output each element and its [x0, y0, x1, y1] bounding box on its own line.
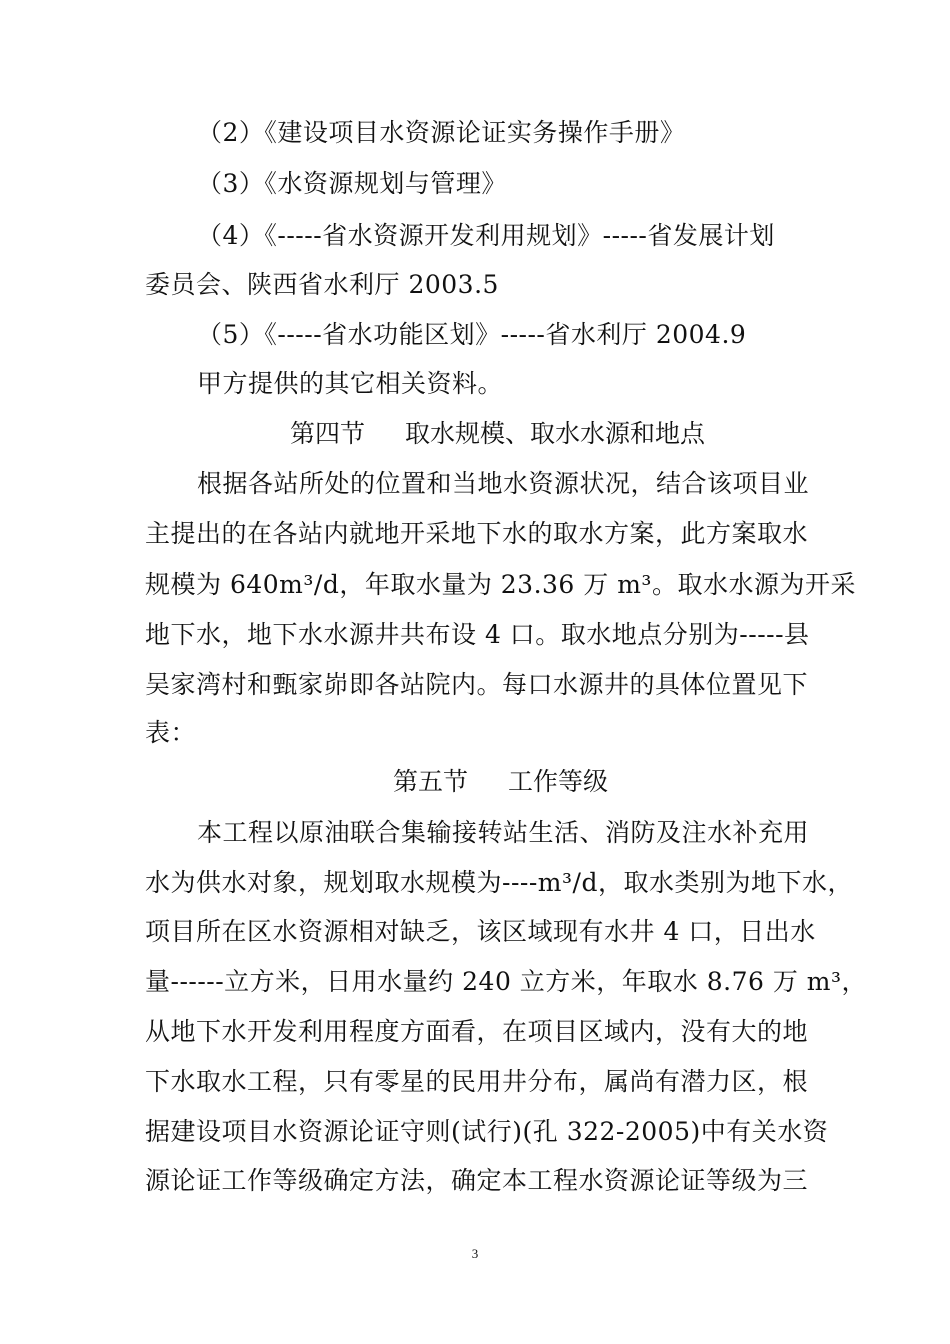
section-4-heading: [290, 417, 705, 451]
section-5-line: 量------立方米，日用水量约 240 立方米，年取水 8.76 万 m³，: [145, 967, 868, 996]
section-4-line: 吴家湾村和甄家峁即各站院内。每口水源井的具体位置见下: [145, 670, 809, 699]
reference-item-3: （3）《水资源规划与管理》: [197, 169, 507, 198]
section-4-line: 表：: [145, 718, 197, 747]
section-5-line: 据建设项目水资源论证守则(试行)(孔 322-2005)中有关水资: [145, 1117, 829, 1146]
reference-item-5: （5）《-----省水功能区划》-----省水利厅 2004.9: [197, 320, 747, 349]
section-4-line: 根据各站所处的位置和当地水资源状况，结合该项目业: [197, 469, 810, 498]
section-5-number: 第五节: [393, 767, 469, 796]
reference-item-2: （2）《建设项目水资源论证实务操作手册》: [197, 118, 686, 147]
section-5-heading: [393, 765, 608, 799]
reference-item-other: 甲方提供的其它相关资料。: [197, 369, 504, 398]
section-4-line: 主提出的在各站内就地开采地下水的取水方案，此方案取水: [145, 519, 809, 548]
page-number: 3: [471, 1246, 479, 1261]
section-4-number: 第四节: [290, 419, 366, 448]
section-5-line: 水为供水对象，规划取水规模为----m³/d，取水类别为地下水，: [145, 868, 853, 897]
section-4-line: 地下水，地下水水源井共布设 4 口。取水地点分别为-----县: [145, 620, 810, 649]
section-5-line: 项目所在区水资源相对缺乏，该区域现有水井 4 口，日出水: [145, 917, 816, 946]
section-5-title: 工作等级: [508, 767, 609, 796]
section-5-line: 本工程以原油联合集输接转站生活、消防及注水补充用: [197, 818, 810, 847]
section-5-line: 下水取水工程，只有零星的民用井分布，属尚有潜力区，根: [145, 1067, 809, 1096]
section-4-title: 取水规模、取水水源和地点: [405, 419, 706, 448]
reference-item-4-continued: 委员会、陕西省水利厅 2003.5: [145, 270, 499, 299]
section-4-line: 规模为 640m³/d，年取水量为 23.36 万 m³。取水水源为开采: [145, 570, 856, 599]
section-5-line: 从地下水开发利用程度方面看，在项目区域内，没有大的地: [145, 1017, 809, 1046]
reference-item-4: （4）《-----省水资源开发利用规划》-----省发展计划: [197, 221, 775, 250]
section-5-line: 源论证工作等级确定方法，确定本工程水资源论证等级为三: [145, 1166, 809, 1195]
